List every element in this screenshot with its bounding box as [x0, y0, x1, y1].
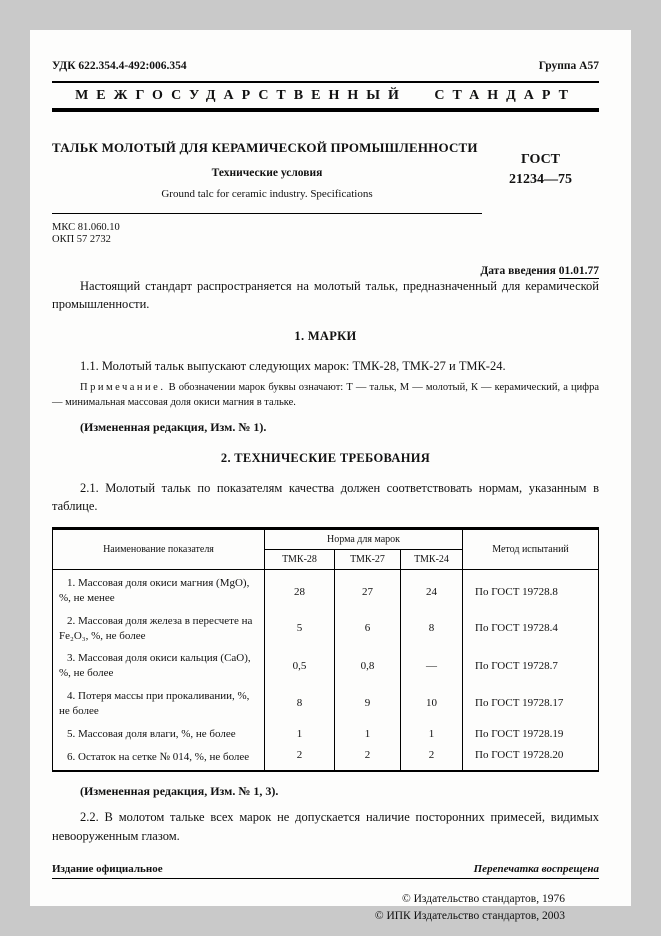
section-2-heading: 2. ТЕХНИЧЕСКИЕ ТРЕБОВАНИЯ	[220, 450, 431, 465]
section-1-heading: 1. МАРКИ	[294, 329, 357, 344]
value-cell: 5	[265, 610, 335, 648]
value-cell: 28	[265, 570, 335, 610]
table-row	[53, 685, 599, 723]
note-paragraph	[52, 381, 599, 410]
method-cell: По ГОСТ 19728.17	[463, 685, 599, 723]
footer-rule-row	[52, 863, 599, 879]
value-cell: 2	[401, 746, 463, 772]
value-cell: 1	[401, 723, 463, 746]
value-cell: 0,5	[265, 647, 335, 685]
clause-1-1: 1.1. Молотый тальк выпускают следующих марок: ТМК-28, ТМК-27 и ТМК-24.	[80, 359, 506, 374]
clause-2-1: 2.1. Молотый тальк по показателям качества должен соответствовать нормам, указанным в таблице.	[52, 480, 599, 513]
document-subtitle: Технические условия	[211, 167, 323, 179]
method-cell: По ГОСТ 19728.19	[463, 723, 599, 746]
grade-header-tmk27: ТМК-27	[335, 550, 401, 570]
note-text: В обозначении марок буквы означают: Т — тальк, М — молотый, К — керамический, а цифра — минимальная массовая доля окиси магния в тальке.	[52, 382, 599, 409]
grade-header-tmk24: ТМК-24	[401, 550, 463, 570]
col-norm-header: Норма для марок	[265, 529, 463, 550]
method-cell: По ГОСТ 19728.4	[463, 610, 599, 648]
group-code: Группа А57	[538, 60, 599, 72]
title-divider-rule	[52, 213, 482, 214]
value-cell: 27	[335, 570, 401, 610]
value-cell: 1	[335, 723, 401, 746]
intro-paragraph: Настоящий стандарт распространяется на молотый тальк, предназначенный для керамической промышленности.	[52, 279, 599, 312]
col-method-header: Метод испытаний	[463, 529, 599, 570]
gost-number: 21234—75	[509, 172, 572, 188]
udk-code: УДК 622.354.4-492:006.354	[52, 60, 187, 72]
method-cell: По ГОСТ 19728.20	[463, 746, 599, 772]
amendment-note-1: (Измененная редакция, Изм. № 1).	[80, 419, 267, 434]
indicator-name-cell: 5. Массовая доля влаги, %, не более	[53, 723, 265, 746]
introduction-date-line	[52, 265, 599, 277]
standard-type-title: МЕЖГОСУДАРСТВЕННЫЙ СТАНДАРТ	[75, 88, 576, 103]
note-label: Примечание.	[80, 382, 166, 394]
title-column	[52, 140, 482, 245]
amendment-note-2: (Измененная редакция, Изм. № 1, 3).	[80, 784, 279, 799]
gost-label: ГОСТ	[520, 152, 561, 167]
indicator-name-cell: 4. Потеря массы при прокаливании, %, не более	[53, 685, 265, 723]
value-cell: 6	[335, 610, 401, 648]
value-cell: 1	[265, 723, 335, 746]
value-cell: 24	[401, 570, 463, 610]
indicator-name-cell: 6. Остаток на сетке № 014, %, не более	[53, 746, 265, 772]
table-row	[53, 570, 599, 610]
requirements-table	[52, 527, 599, 772]
method-cell: По ГОСТ 19728.8	[463, 570, 599, 610]
table-row	[53, 723, 599, 746]
mks-code: МКС 81.060.10	[52, 222, 120, 233]
value-cell: 9	[335, 685, 401, 723]
indicator-name-cell: 1. Массовая доля окиси магния (MgO), %, не менее	[53, 570, 265, 610]
copyright-line-1976: © Издательство стандартов, 1976	[401, 892, 565, 905]
title-block	[52, 140, 599, 245]
document-title-english: Ground talc for ceramic industry. Specifications	[161, 188, 373, 200]
method-cell: По ГОСТ 19728.7	[463, 647, 599, 685]
banner-bottom-rule	[52, 108, 599, 112]
okp-code: ОКП 57 2732	[52, 234, 111, 245]
gost-designation	[482, 150, 599, 245]
document-page	[30, 30, 631, 922]
document-title: ТАЛЬК МОЛОТЫЙ ДЛЯ КЕРАМИЧЕСКОЙ ПРОМЫШЛЕННОСТИ	[52, 140, 478, 155]
value-cell: 8	[265, 685, 335, 723]
clause-2-2: 2.2. В молотом тальке всех марок не допускается наличие посторонних примесей, видимых невооруженным глазом.	[52, 810, 599, 843]
official-edition-label: Издание официальное	[52, 862, 163, 875]
value-cell: 2	[335, 746, 401, 772]
table-row	[53, 647, 599, 685]
grade-header-tmk28: ТМК-28	[265, 550, 335, 570]
top-codes-row	[52, 60, 599, 72]
value-cell: —	[401, 647, 463, 685]
introduction-date-value: 01.01.77	[558, 265, 599, 277]
copyright-block	[52, 891, 599, 926]
table-row	[53, 746, 599, 772]
copyright-line-2003: © ИПК Издательство стандартов, 2003	[374, 909, 565, 922]
table-row	[53, 610, 599, 648]
value-cell: 8	[401, 610, 463, 648]
reprint-notice-label: Перепечатка воспрещена	[473, 862, 599, 875]
introduction-date-label: Дата введения	[480, 265, 556, 277]
indicator-name-cell: 2. Массовая доля железа в пересчете на Fe₂O₃, %, не более	[53, 610, 265, 648]
value-cell: 0,8	[335, 647, 401, 685]
indicator-name-cell: 3. Массовая доля окиси кальция (CaO), %, не более	[53, 647, 265, 685]
col-indicator-header: Наименование показателя	[53, 529, 265, 570]
value-cell: 10	[401, 685, 463, 723]
value-cell: 2	[265, 746, 335, 772]
